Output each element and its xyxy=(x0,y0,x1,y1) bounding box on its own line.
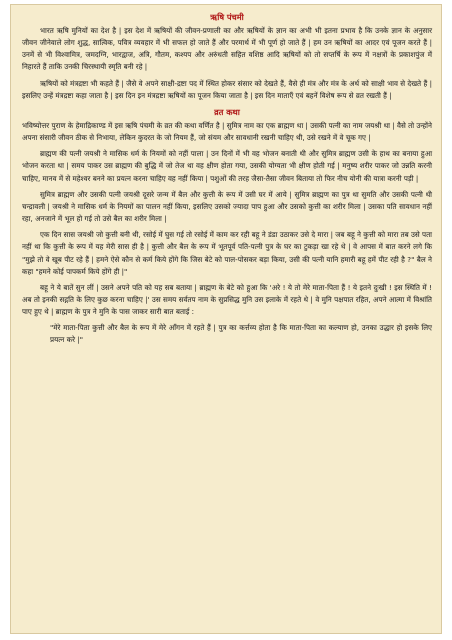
quote-paragraph: "मेरे माता-पिता कुत्ती और बैल के रूप में मेरे आँगन में रहते हैं | पुत्र का कर्त्तव्य होता है कि माता-पिता का कल्याण हो, उनका उद्धार हो इसके लिए प्रयत्न करे |" xyxy=(50,323,432,345)
story-paragraph: सुमित्र ब्राह्मण और उसकी पत्नी जयश्री दूसरे जन्म में बैल और कुत्ती के रूप में उसी घर में आये | सुमित्र ब्राह्मण का पुत्र था सुमति और उसकी पत्नी थी चन्द्रावली | जयश्री ने मासिक धर्म के नियमों का पालन नहीं किया, इसलिए उसको ज्यादा पाप हुआ और उसको कुत्ती का शरीर मिला | उसका पति सावधान नहीं रहा, अनजाने में भूल हो गई तो उसे बैल का शरीर मिला | xyxy=(22,189,432,224)
intro-paragraph-2: ऋषियों को मंत्रद्रष्टा भी कहते हैं | जैसे वे अपने साक्षी-द्रष्टा पद में स्थित होकर संसार को देखते हैं, वैसे ही मंत्र और मंत्र के अर्थ को साक्षी भाव से देखते हैं | इसलिए उन्हें मंत्रद्रष्टा कहा जाता है | इस दिन इन मंत्रद्रष्टा ऋषियों का पूजन किया जाता है | इस दिन माताएँ एवं बहनें विशेष रूप से व्रत रखती हैं | xyxy=(22,78,432,100)
story-paragraph: भविष्योत्तर पुराण के हेमाद्रिकाण्ड में इस ऋषि पंचमी के व्रत की कथा वर्णित है | सुमित्र नाम का एक ब्राह्मण था | उसकी पत्नी का नाम जयश्री था | वैसे तो उन्होंने अपना संसारी जीवन ठीक से निभाया, लेकिन कुदरत के जो नियम हैं, जो संयम और सावधानी रखनी चाहिए थी, उसे रखने में वे चूक गए | xyxy=(22,120,432,143)
document-page xyxy=(10,4,442,634)
story-paragraph: ब्राह्मण की पत्नी जयश्री ने मासिक धर्म के नियमों को नहीं पाला | उन दिनों में भी वह भोजन बनाती थी और सुमित्र ब्राह्मण उसी के हाथ का बनाया हुआ भोजन करता था | समय पाकर उस ब्राह्मण की बुद्धि में जो तेज था वह क्षीण होता गया, उसकी योग्यता भी क्षीण होती गई | मनुष्य शरीर पाकर जो उन्नति करनी चाहिए, मानव में से महेश्वर बनने का प्रयत्न करना चाहिए वह नहीं किया | पशुओं की तरह जैसा-तैसा जीवन बिताया तो फिर नीच योनी की यात्रा करनी पड़ी | xyxy=(22,149,432,183)
story-paragraph: एक दिन सास जयश्री जो कुत्ती बनी थी, रसोई में घुस गई तो रसोई में काम कर रही बहू ने डंडा उठाकर उसे दे मारा | जब बहू ने कुत्ती को मारा तब उसे पता नहीं था कि कुत्ती के रूप में यह मेरी सास ही है | कुत्ती और बैल के रूप में भूतपूर्व पति-पत्नी पुत्र के घर का टुकड़ा खा रहे थे | वे आपस में बात करने लगे कि "मुझे तो वे खूब पीट रहे हैं | हमने ऐसे कौन से कर्म किये होंगे कि जिस बेटे को पाल-पोसकर बड़ा किया, उसी की पत्नी यानि हमारी बहू हमें पीट रही है ?" बैल ने कहा "हमने कोई पापकर्म किये होंगे ही |" xyxy=(22,230,432,276)
story-paragraph: बहू ने ये बातें सुन लीं | उसने अपने पति को यह सब बताया | ब्राह्मण के बेटे को हुआ कि 'अरे ! ये तो मेरे माता-पिता हैं ! ये इतने दुःखी ! इस स्थिति में ! अब तो इनकी सद्गति के लिए कुछ करना चाहिए |' उस समय सर्वतप नाम के सुप्रसिद्ध मुनि उस इलाके में रहते थे | वे मुनि पक्षपात रहित, अपने आत्मा में विश्रांति पाए हुए थे | ब्राह्मण के पुत्र ने मुनि के पास जाकर सारी बात बताई : xyxy=(22,282,432,317)
page-title: ऋषि पंचमी xyxy=(210,12,244,22)
section-title: व्रत कथा xyxy=(214,106,240,117)
intro-paragraph-1: भारत ऋषि मुनियों का देश है | इस देश में ऋषियों की जीवन-प्रणाली का और ऋषियों के ज्ञान का अभी भी इतना प्रभाव है कि उनके ज्ञान के अनुसार जीवन जीनेवाले लोग शुद्ध, सात्विक, पवित्र व्यवहार में भी सफल हो जाते हैं और परमार्थ में भी पूर्ण हो जाते हैं | हम उन ऋषियों का आदर एवं पूजन करते हैं | उनमें से भी विश्वामित्र, जमदग्नि, भारद्वाज, अत्रि, गौतम, कश्यप और अरुंधती सहित वशिष्ठ आदि ऋषियों को तो सप्तर्षि के रूप में नक्षत्रों के प्रकाशपुंज में निहारते हैं ताकि उनकी चिरस्थायी स्मृति बनी रहे | xyxy=(22,26,432,72)
